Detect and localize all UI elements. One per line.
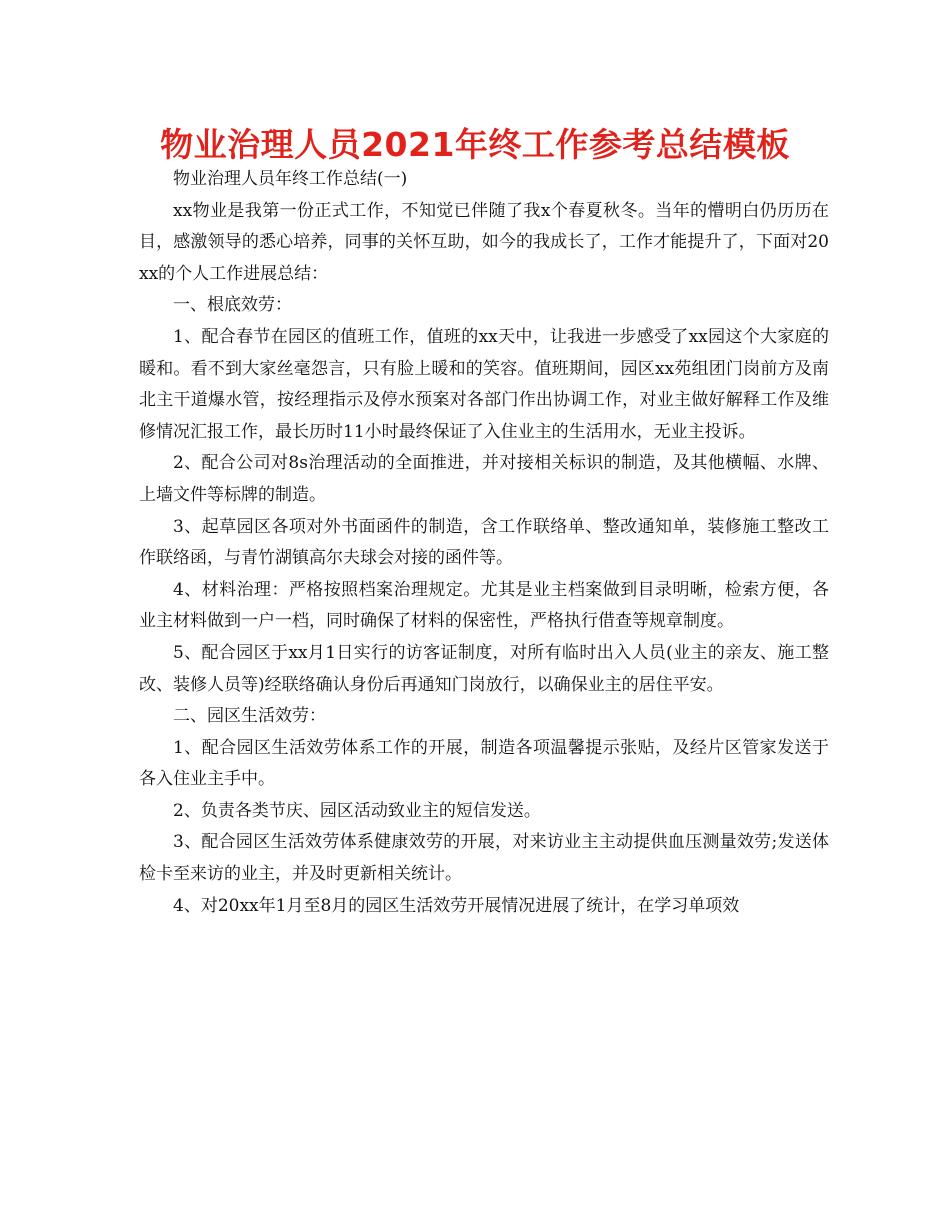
paragraph: 4、对20xx年1月至8月的园区生活效劳开展情况进展了统计，在学习单项效 [173,895,740,916]
paragraph: 3、起草园区各项对外书面函件的制造，含工作联络单、整改通知单，装修施工整改工作联络函，与青竹湖镇高尔夫球会对接的函件等。 [139,516,829,569]
section-heading: 二、园区生活效劳： [173,706,326,727]
paragraph: 3、配合园区生活效劳体系健康效劳的开展，对来访业主主动提供血压测量效劳;发送体检卡至来访的业主，并及时更新相关统计。 [139,832,829,885]
paragraph: xx物业是我第一份正式工作，不知觉已伴随了我x个春夏秋冬。当年的懵明白仍历历在目，感激领导的悉心培养，同事的关怀互助，如今的我成长了，工作才能提升了，下面对20xx的个人工作进展总结： [139,200,829,284]
paragraph: 1、配合园区生活效劳体系工作的开展，制造各项温馨提示张贴，及经片区管家发送于各入住业主手中。 [139,737,829,790]
section-heading: 一、根底效劳： [173,295,292,316]
paragraph: 2、配合公司对8s治理活动的全面推进，并对接相关标识的制造，及其他横幅、水牌、上墙文件等标牌的制造。 [139,453,829,505]
paragraph: 1、配合春节在园区的值班工作，值班的xx天中，让我进一步感受了xx园这个大家庭的暖和。看不到大家丝毫怨言，只有脸上暖和的笑容。值班期间，园区xx苑组团门岗前方及南北主干道爆水管，按经理指示及停水预案对各部门作出协调工作，对业主做好解释工作及维修情况汇报工作，最长历时11小时最终保证了入住业主的生活用水，无业主投诉。 [139,326,829,442]
document-body [139,164,829,922]
document-title: 物业治理人员2021年终工作参考总结模板 [160,125,790,164]
paragraph-subtitle: 物业治理人员年终工作总结(一) [173,169,408,189]
paragraph: 5、配合园区于xx月1日实行的访客证制度，对所有临时出入人员(业主的亲友、施工整改、装修人员等)经联络确认身份后再通知门岗放行，以确保业主的居住平安。 [139,642,829,695]
paragraph: 4、材料治理：严格按照档案治理规定。尤其是业主档案做到目录明晰，检索方便，各业主材料做到一户一档，同时确保了材料的保密性，严格执行借查等规章制度。 [139,579,829,632]
paragraph: 2、负责各类节庆、园区活动致业主的短信发送。 [173,800,541,821]
